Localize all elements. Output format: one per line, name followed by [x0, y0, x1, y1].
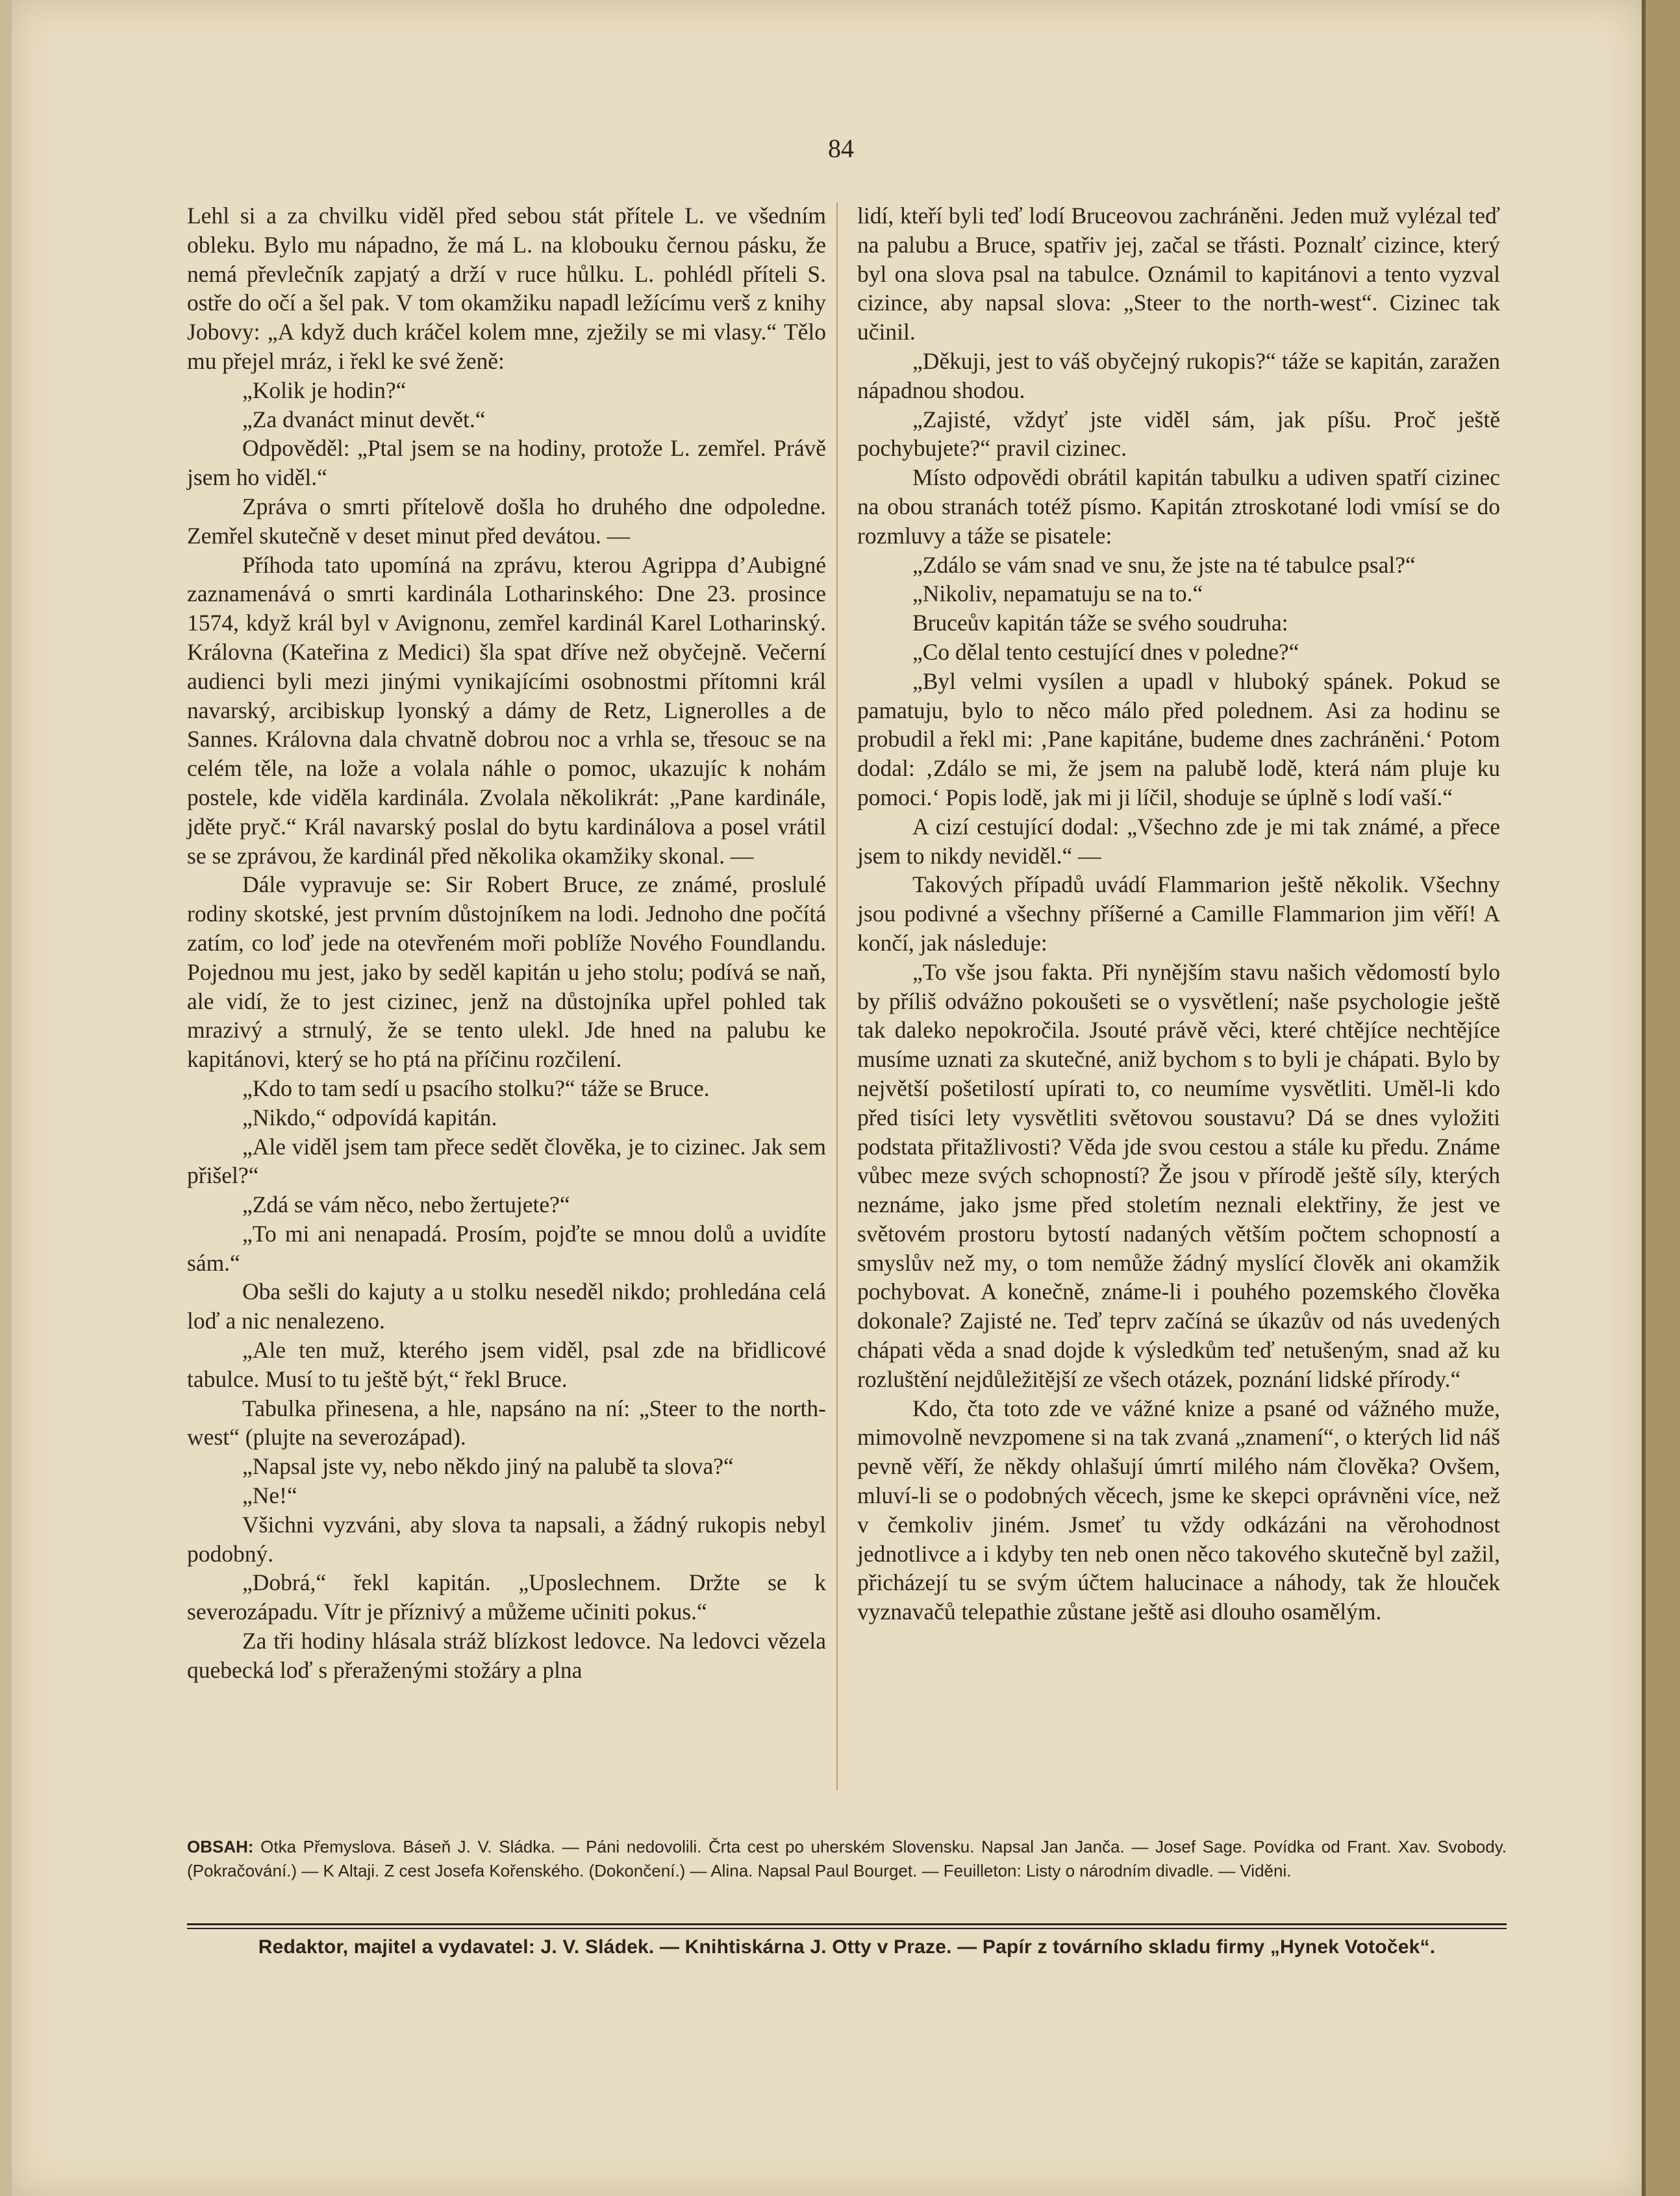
paragraph: „Zdálo se vám snad ve snu, že jste na té tabulce psal?“ [912, 551, 1416, 578]
paragraph: „Ne!“ [242, 1482, 297, 1509]
contents-text: Otka Přemyslova. Báseň J. V. Sládka. — Páni nedovolili. Črta cest po uherském Slovensku. Napsal Jan Janča. — Josef Sage. Povídka od Frant. Xav. Svobody. (Pokračování.) — K Altaji. Z cest Josefa Kořenského. (Dokončení.) — Alina. Napsal Paul Bourget. — Feuilleton: Listy o národním divadle. — Viděni. [187, 1837, 1507, 1880]
paragraph: Dále vypravuje se: Sir Robert Bruce, ze známé, proslulé rodiny skotské, jest prvním důstojníkem na lodi. Jednoho dne počítá zatím, co loď jede na otevřeném moři poblíže Nového Foundlandu. Pojednou mu jest, jako by seděl kapitán u jeho stolu; podívá se naň, ale vidí, že to jest cizinec, jenž na důstojníka upřel pohled tak mrazivý a strnulý, že se tento ulekl. Jde hned na palubu ke kapitánovi, který se ho ptá na příčinu rozčilení. [187, 871, 826, 1073]
paragraph: „Kdo to tam sedí u psacího stolku?“ táže se Bruce. [242, 1075, 710, 1101]
paragraph: „Co dělal tento cestující dnes v poledne?“ [912, 638, 1299, 665]
paragraph: „Kolik je hodin?“ [242, 377, 407, 403]
paragraph: Příhoda tato upomíná na zprávu, kterou Agrippa d’Aubigné zaznamenává o smrti kardinála Lotharinského: Dne 23. prosince 1574, když král byl v Avignonu, zemřel kardinál Karel Lotharinský. Královna (Kateřina z Medici) šla spat dříve než obyčejně. Večerní audienci byli mezi jinými vynikajícími osobnostmi přítomni král navarský, arcibiskup lyonský a dámy de Retz, Lignerolles a de Sannes. Královna dala chvatně dobrou noc a vrhla se, třesouc se na celém těle, na lože a volala náhle o pomoc, ukazujíc k nohám postele, kde viděla kardinála. Zvolala několikrát: „Pane kardinále, jděte pryč.“ Král navarský poslal do bytu kardinálova a posel vrátil se se zprávou, že kardinál před několika okamžiky skonal. — [187, 551, 826, 869]
paragraph: „Byl velmi vysílen a upadl v hluboký spánek. Pokud se pamatuju, bylo to něco málo před polednem. Asi za hodinu se probudil a řekl mi: ‚Pane kapitáne, budeme dnes zachráněni.‘ Potom dodal: ‚Zdálo se mi, že jsem na palubě lodě, která nám pluje ku pomoci.‘ Popis lodě, jak mi ji líčil, shoduje se úplně s lodí vaší.“ [857, 668, 1500, 810]
page-number: 84 [828, 134, 854, 163]
paragraph: „Napsal jste vy, nebo někdo jiný na palubě ta slova?“ [242, 1453, 734, 1480]
paragraph: „Ale ten muž, kterého jsem viděl, psal zde na břidlicové tabulce. Musí to tu ještě být,“ řekl Bruce. [187, 1337, 826, 1392]
paragraph: Všichni vyzváni, aby slova ta napsali, a žádný rukopis nebyl podobný. [187, 1511, 826, 1567]
paragraph: „Zdá se vám něco, nebo žertujete?“ [242, 1192, 570, 1218]
paragraph: „Za dvanáct minut devět.“ [242, 406, 486, 432]
paragraph: A cizí cestující dodal: „Všechno zde je mi tak známé, a přece jsem to nikdy neviděl.“ — [857, 813, 1500, 869]
paragraph: Kdo, čta toto zde ve vážné knize a psané od vážného muže, mimovolně nevzpomene si na tak zvaná „znamení“, o kterých lid náš pevně věří, že někdy ohlašují úmrtí milého nám člověka? Ovšem, mluví-li se o podobných věcech, jsme ke skepci oprávněni více, než v čemkoliv jiném. Jsmeť tu vždy odkázáni na věrohodnost jednotlivce a i kdyby ten neb onen něco takového skutečně byl zažil, přicházejí tu se svým účtem halucinace a náhody, tak že hlouček vyznavačů telepathie zůstane ještě asi dlouho osamělým. [857, 1395, 1500, 1625]
contents-note [187, 1835, 1507, 1883]
footer-rule [187, 1923, 1507, 1925]
right-column [857, 201, 1500, 1627]
paragraph: „To vše jsou fakta. Při nynějším stavu našich vědomostí bylo by příliš odvážno pokoušeti se o vysvětlení; naše psychologie ještě tak daleko nepokročila. Jsouté právě věci, které chtějíce nechtějíce musíme uznati za skutečné, aniž bychom s to byli je chápati. Bylo by největší pošetilostí upírati to, co neumíme vysvětliti. Uměl-li kdo před tisíci lety vysvětliti světovou soustavu? Dá se dnes vyložiti podstata přitažlivosti? Věda jde svou cestou a stále ku předu. Známe vůbec meze svých schopností? Že jsou v přírodě ještě síly, kterých neznáme, jako jsme před stoletím neznali elektřiny, že jest ve světovém prostoru bytostí nadaných větším počtem schopností a smyslův než my, o tom nemůže žádný myslící člověk ani okamžik pochybovat. A konečně, známe-li i pouhého pozemského člověka dokonale? Zajisté ne. Teď teprv začíná se úkazův od nás uvedených chápati věda a snad dojde k výsledkům teď netušeným, snad až ku rozluštění nejdůležitější ze všech otázek, poznání lidské přírody.“ [857, 958, 1500, 1392]
paragraph: „Zajisté, vždyť jste viděl sám, jak píšu. Proč ještě pochybujete?“ pravil cizinec. [857, 406, 1500, 462]
paragraph: „Ale viděl jsem tam přece sedět člověka, je to cizinec. Jak sem přišel?“ [187, 1133, 826, 1189]
left-column [187, 201, 826, 1685]
paragraph: Lehl si a za chvilku viděl před sebou stát přítele L. ve všedním obleku. Bylo mu nápadno, že má L. na klobouku černou pásku, že nemá převlečník zapjatý a drží v ruce hůlku. L. pohlédl příteli S. ostře do očí a šel pak. V tom okamžiku napadl ležícímu verš z knihy Jobovy: „A když duch kráčel kolem mne, zježily se mi vlasy.“ Tělo mu přejel mráz, i řekl ke své ženě: [187, 203, 826, 374]
paragraph: Místo odpovědi obrátil kapitán tabulku a udiven spatří cizinec na obou stranách totéž písmo. Kapitán ztroskotané lodi vmísí se do rozmluvy a táže se pisatele: [857, 464, 1500, 549]
paragraph: Oba sešli do kajuty a u stolku neseděl nikdo; prohledána celá loď a nic nenalezeno. [187, 1279, 826, 1334]
column-divider [836, 203, 838, 1790]
paragraph: „Dobrá,“ řekl kapitán. „Uposlechnem. Držte se k severozápadu. Vítr je příznivý a můžeme učiniti pokus.“ [187, 1569, 826, 1625]
paragraph: Tabulka přinesena, a hle, napsáno na ní: „Steer to the north-west“ (plujte na severozápad). [187, 1395, 826, 1451]
paragraph: „Nikdo,“ odpovídá kapitán. [242, 1104, 497, 1130]
paragraph: Odpověděl: „Ptal jsem se na hodiny, protože L. zemřel. Právě jsem ho viděl.“ [187, 435, 826, 491]
paragraph: „Děkuji, jest to váš obyčejný rukopis?“ táže se kapitán, zaražen nápadnou shodou. [857, 347, 1500, 403]
paragraph: „To mi ani nenapadá. Prosím, pojďte se mnou dolů a uvidíte sám.“ [187, 1220, 826, 1276]
paragraph: Zpráva o smrti přítelově došla ho druhého dne odpoledne. Zemřel skutečně v deset minut před devátou. — [187, 493, 826, 549]
paragraph: Bruceův kapitán táže se svého soudruha: [912, 610, 1288, 636]
paragraph: lidí, kteří byli teď lodí Bruceovou zachráněni. Jeden muž vylézal teď na palubu a Bruce, spatřiv jej, začal se třásti. Poznalť cizince, který byl ona slova psal na tabulce. Oznámil to kapitánovi a tento vyzval cizince, aby napsal slova: „Steer to the north-west“. Cizinec tak učinil. [857, 203, 1500, 345]
page-edge [1642, 0, 1680, 2196]
paragraph: „Nikoliv, nepamatuju se na to.“ [912, 580, 1203, 607]
paragraph: Takových případů uvádí Flammarion ještě několik. Všechny jsou podivné a všechny příšerné a Camille Flammarion jim věří! A končí, jak následuje: [857, 871, 1500, 956]
contents-label: OBSAH: [187, 1837, 254, 1856]
imprint-line: Redaktor, majitel a vydavatel: J. V. Sládek. — Knihtiskárna J. Otty v Praze. — Papír z továrního skladu firmy „Hynek Votoček“. [258, 1936, 1436, 1958]
paragraph: Za tři hodiny hlásala stráž blízkost ledovce. Na ledovci vězela quebecká loď s přeraženými stožáry a plna [187, 1628, 826, 1683]
footer-rule-thin [187, 1928, 1507, 1929]
page-fold-shadow [1642, 0, 1646, 2196]
